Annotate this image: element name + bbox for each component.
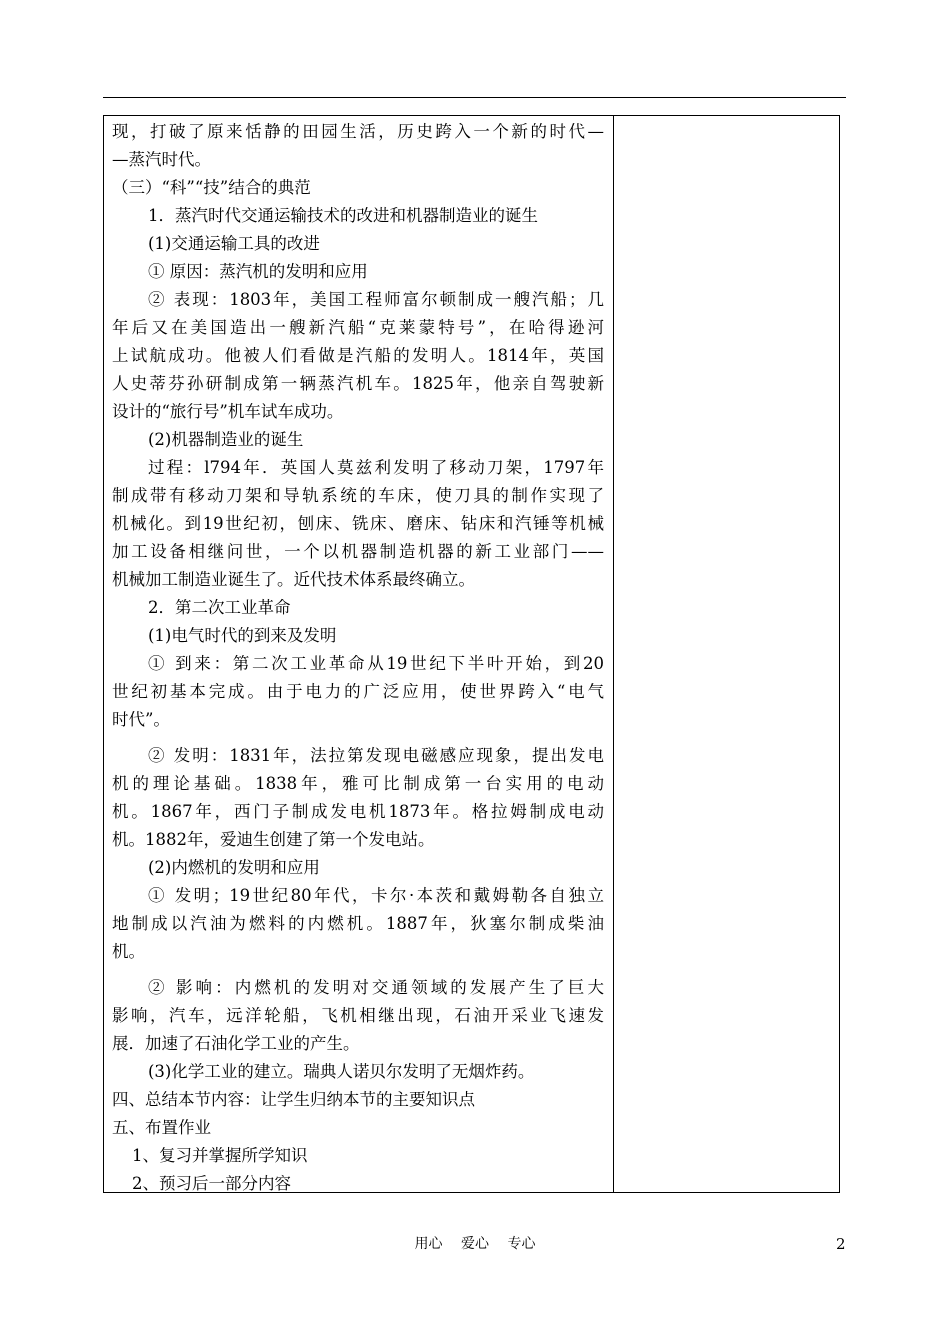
text-line: 年后又在美国造出一艘新汽船“克莱蒙特号”，在哈得逊河 (112, 318, 604, 337)
notes-cell (614, 116, 839, 1192)
text-line: 机械化。到19世纪初，刨床、铣床、磨床、钻床和汽锤等机械 (112, 514, 604, 533)
page-number: 2 (836, 1235, 846, 1253)
item-heading: (2)内燃机的发明和应用 (148, 858, 320, 877)
subsection-heading: 1．蒸汽时代交通运输技术的改进和机器制造业的诞生 (148, 206, 538, 225)
text-line: ② 表现：1803年，美国工程师富尔顿制成一艘汽船；几 (148, 290, 604, 309)
text-line: 现，打破了原来恬静的田园生活，历史跨入一个新的时代— (112, 122, 604, 141)
subsection-heading: 2．第二次工业革命 (148, 598, 291, 617)
text-line: 加工设备相继问世，一个以机器制造机器的新工业部门—— (112, 542, 604, 561)
section-heading: 四、总结本节内容：让学生归纳本节的主要知识点 (112, 1090, 475, 1109)
footer-motto: 用心 爱心 专心 (414, 1236, 536, 1252)
text-line: 机。1882年，爱迪生创建了第一个发电站。 (112, 830, 435, 849)
text-line: ① 原因：蒸汽机的发明和应用 (148, 262, 368, 281)
text-line: 地制成以汽油为燃料的内燃机。1887年，狄塞尔制成柴油 (112, 914, 604, 933)
text-line: 机械加工制造业诞生了。近代技术体系最终确立。 (112, 570, 475, 589)
text-line: 机。1867年，西门子制成发电机1873年。格拉姆制成电动 (112, 802, 604, 821)
item-heading: (2)机器制造业的诞生 (148, 430, 304, 449)
text-line: 制成带有移动刀架和导轨系统的车床，使刀具的制作实现了 (112, 486, 604, 505)
item-heading: (1)交通运输工具的改进 (148, 234, 320, 253)
text-line: 过程：l794年．英国人莫兹利发明了移动刀架，1797年 (148, 458, 604, 477)
text-line: 设计的“旅行号”机车试车成功。 (112, 402, 344, 421)
homework-item: 2、预习后一部分内容 (132, 1174, 291, 1193)
section-heading: 五、布置作业 (112, 1118, 211, 1137)
text-line: 人史蒂芬孙研制成第一辆蒸汽机车。1825年，他亲自驾驶新 (112, 374, 604, 393)
text-line: 展．加速了石油化学工业的产生。 (112, 1034, 360, 1053)
text-line: ① 发明；19世纪80年代，卡尔·本茨和戴姆勒各自独立 (148, 886, 604, 905)
text-line: 世纪初基本完成。由于电力的广泛应用，使世界跨入“电气 (112, 682, 604, 701)
text-line: ① 到来：第二次工业革命从19世纪下半叶开始，到20 (148, 654, 604, 673)
text-line: —蒸汽时代。 (112, 150, 211, 169)
text-line: ② 发明：1831年，法拉第发现电磁感应现象，提出发电 (148, 746, 604, 765)
text-line: ② 影响：内燃机的发明对交通领域的发展产生了巨大 (148, 978, 604, 997)
text-line: 机的理论基础。1838年，雅可比制成第一台实用的电动 (112, 774, 604, 793)
item-heading: (1)电气时代的到来及发明 (148, 626, 337, 645)
homework-item: 1、复习并掌握所学知识 (132, 1146, 308, 1165)
text-line: 影响，汽车，远洋轮船，飞机相继出现，石油开采业飞速发 (112, 1006, 604, 1025)
item-heading: (3)化学工业的建立。瑞典人诺贝尔发明了无烟炸药。 (148, 1062, 535, 1081)
text-line: 机。 (112, 942, 145, 961)
lesson-table (103, 115, 840, 1193)
section-heading: （三）“科”“技”结合的典范 (112, 178, 311, 197)
text-line: 上试航成功。他被人们看做是汽船的发明人。1814年，英国 (112, 346, 604, 365)
text-line: 时代”。 (112, 710, 170, 729)
header-rule (103, 97, 846, 98)
